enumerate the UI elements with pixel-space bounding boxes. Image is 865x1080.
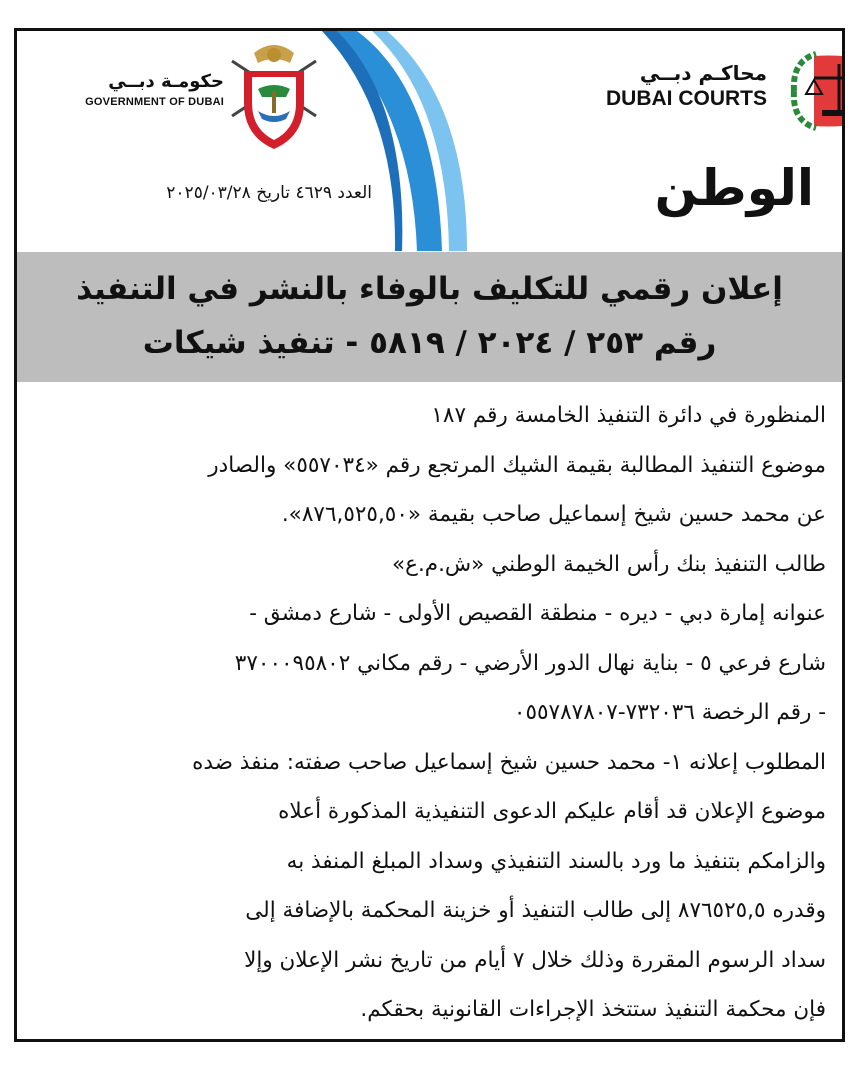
body-line: - رقم الرخصة ٧٣٢٠٣٦-٠٥٥٧٨٧٨٠٧ [513,700,826,725]
body-line: والزامكم بتنفيذ ما ورد بالسند التنفيذي وسداد المبلغ المنفذ به [286,848,826,874]
announcement-body [31,391,826,1035]
body-line: شارع فرعي ٥ - بناية نهال الدور الأرضي - رقم مكاني ٣٧٠٠٠٩٥٨٠٢ [234,650,826,676]
body-line: سداد الرسوم المقررة وذلك خلال ٧ أيام من تاريخ نشر الإعلان وإلا [244,947,826,973]
issue-number-date: العدد ٤٦٢٩ تاريخ ٢٠٢٥/٠٣/٢٨ [166,183,372,203]
body-line: فإن محكمة التنفيذ ستتخذ الإجراءات القانونية بحقكم. [360,997,826,1022]
scales-of-justice-icon [774,46,845,136]
announcement-frame [14,28,845,1042]
dubai-crest-icon [224,41,324,156]
courts-name-arabic: محاكـم دبــي [639,61,767,85]
body-line: طالب التنفيذ بنك رأس الخيمة الوطني «ش.م.ع» [391,551,826,577]
government-name-english: GOVERNMENT OF DUBAI [85,96,224,108]
body-line: وقدره ٨٧٦٥٢٥,٥ إلى طالب التنفيذ أو خزينة المحكمة بالإضافة إلى [245,898,826,923]
body-line: المنظورة في دائرة التنفيذ الخامسة رقم ١٨٧ [431,403,826,428]
title-line-2: رقم ٢٥٣ / ٢٠٢٤ / ٥٨١٩ - تنفيذ شيكات [142,325,717,361]
government-logo [39,41,339,151]
courts-logo [484,46,824,136]
newspaper-name: الوطن [654,159,814,217]
body-line: المطلوب إعلانه ١- محمد حسين شيخ إسماعيل صاحب صفته: منفذ ضده [192,749,826,775]
government-name-arabic: حكومـة دبــي [108,71,224,92]
body-line: عنوانه إمارة دبي - ديره - منطقة القصيص الأولى - شارع دمشق - [249,601,826,626]
courts-name-english: DUBAI COURTS [606,87,767,110]
title-line-1: إعلان رقمي للتكليف بالوفاء بالنشر في التنفيذ [76,271,783,307]
body-line: موضوع الإعلان قد أقام عليكم الدعوى التنفيذية المذكورة أعلاه [278,799,826,824]
announcement-title [17,252,842,382]
body-line: موضوع التنفيذ المطالبة بقيمة الشيك المرتجع رقم «٥٥٧٠٣٤» والصادر [208,452,826,478]
header [17,31,842,251]
wave-decoration [317,31,487,251]
body-line: عن محمد حسين شيخ إسماعيل صاحب بقيمة «٨٧٦,٥٢٥,٥٠». [281,502,826,527]
